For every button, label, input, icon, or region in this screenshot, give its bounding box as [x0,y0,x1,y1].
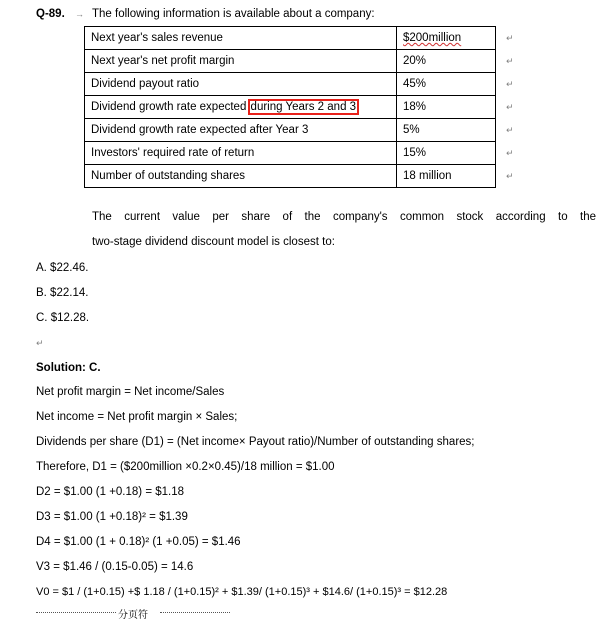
option-b: B. $22.14. [36,287,89,299]
table-row [85,165,496,188]
question-prompt-line2: two-stage dividend discount model is closest to: [92,236,335,248]
table-row [85,119,496,142]
table-row [85,96,496,119]
solution-line: D2 = $1.00 (1 +0.18) = $1.18 [36,486,185,498]
page-break-label: 分页符 [118,610,148,621]
paragraph-mark: ↵ [506,33,514,43]
question-number: Q-89. [36,8,65,20]
highlight-box: during Years 2 and 3 [250,101,357,113]
solution-label: Solution: C. [36,362,101,374]
paragraph-mark: ↵ [506,171,514,181]
paragraph-mark: ↵ [506,79,514,89]
row-label: Next year's sales revenue [85,27,397,50]
solution-line: V3 = $1.46 / (0.15-0.05) = 14.6 [36,561,194,573]
page-break-line [160,604,230,613]
table-row [85,142,496,165]
row-value: 5% [397,119,496,142]
row-label: Dividend growth rate expected after Year 3 [85,119,397,142]
solution-line: D4 = $1.00 (1 + 0.18)² (1 +0.05) = $1.46 [36,536,241,548]
question-intro: The following information is available about a company: [92,8,375,20]
solution-line: Net income = Net profit margin × Sales; [36,411,238,423]
paragraph-mark: ↵ [36,338,44,348]
row-value: 18 million [397,165,496,188]
table-row [85,73,496,96]
paragraph-mark: ↵ [506,125,514,135]
row-label: Number of outstanding shares [85,165,397,188]
paragraph-mark: ↵ [506,102,514,112]
option-c: C. $12.28. [36,312,90,324]
row-value: 15% [397,142,496,165]
row-label: Dividend growth rate expected during Years 2 and 3 [85,96,397,119]
solution-line: Dividends per share (D1) = (Net income× Payout ratio)/Number of outstanding shares; [36,436,475,448]
option-a: A. $22.46. [36,262,89,274]
row-value: 20% [397,50,496,73]
solution-line: Therefore, D1 = ($200million ×0.2×0.45)/18 million = $1.00 [36,461,335,473]
paragraph-mark: ↵ [506,56,514,66]
question-prompt-line1: The current value per share of the company's common stock according to the [92,211,596,223]
solution-line: V0 = $1 / (1+0.15) +$ 1.18 / (1+0.15)² + $1.39/ (1+0.15)³ + $14.6/ (1+0.15)³ = $12.28 [36,586,448,598]
solution-line: Net profit margin = Net income/Sales [36,386,225,398]
row-value: 18% [397,96,496,119]
page-break-line [36,604,116,613]
row-value: 45% [397,73,496,96]
table-row [85,50,496,73]
paragraph-mark: ↵ [506,148,514,158]
tab-arrow: → [75,9,84,19]
solution-line: D3 = $1.00 (1 +0.18)² = $1.39 [36,511,188,523]
table-row [85,27,496,50]
row-label: Investors' required rate of return [85,142,397,165]
row-label: Dividend payout ratio [85,73,397,96]
info-table [84,26,496,188]
row-label: Next year's net profit margin [85,50,397,73]
row-value: $200million [397,27,496,50]
